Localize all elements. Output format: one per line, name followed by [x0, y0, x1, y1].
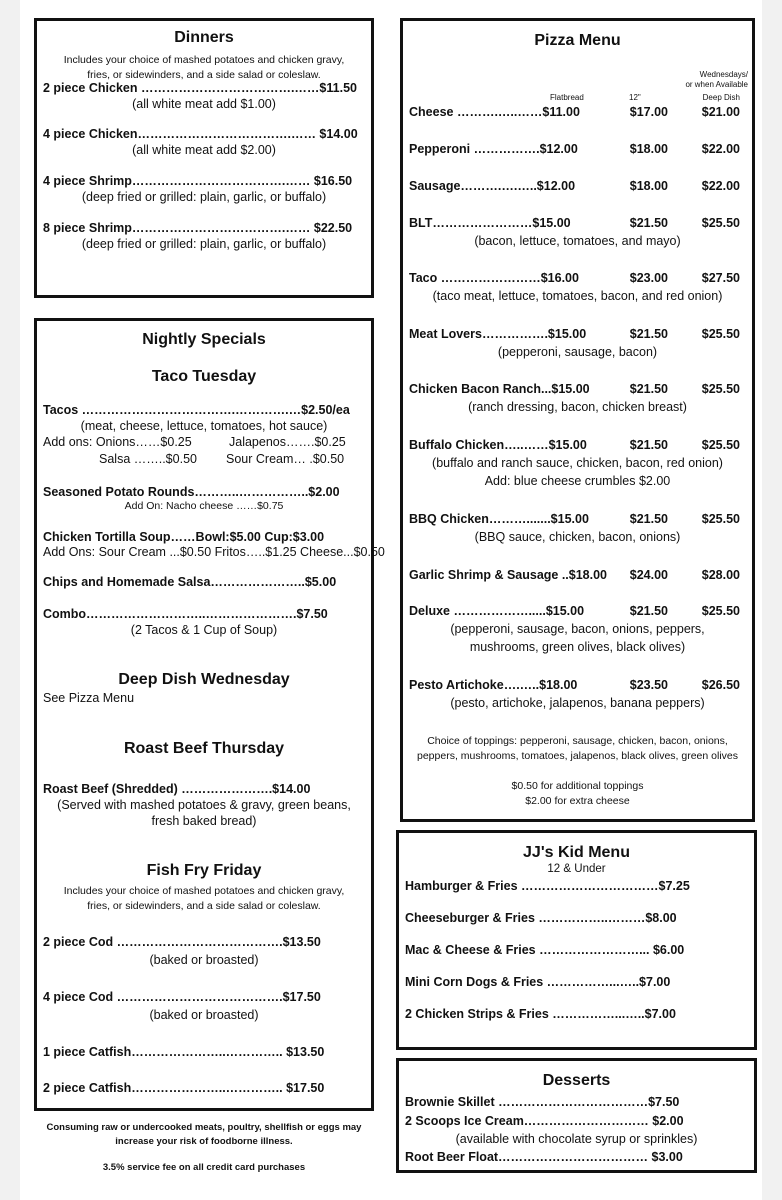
pizza-item-price-12: $23.50 — [629, 678, 668, 692]
pizza-item-name: BBQ Chicken……….......$15.00 — [409, 512, 589, 526]
dinners-box — [34, 18, 374, 298]
pizza-item-desc: (pepperoni, sausage, bacon) — [497, 345, 658, 359]
pizza-item-name: BLT……………………$15.00 — [409, 216, 571, 230]
pizza-item-price-deep: $28.00 — [701, 568, 740, 582]
header-flatbread: Flatbread — [550, 93, 584, 102]
pizza-item-price-deep: $25.50 — [701, 438, 740, 452]
pizza-item-price-deep: $25.50 — [701, 327, 740, 341]
kid-menu-title: JJ's Kid Menu — [523, 844, 630, 861]
fish-item-1: 2 piece Cod ………………………………….$13.50 — [43, 935, 321, 949]
desserts-title: Desserts — [542, 1072, 611, 1089]
fish-item-3: 1 piece Catfish…………………..………….. $13.50 — [43, 1045, 325, 1059]
tortilla-soup-addons: Add Ons: Sour Cream ...$0.50 Fritos…..$1.25 Cheese...$0.50 — [43, 545, 385, 559]
chips-salsa-item: Chips and Homemade Salsa…………………..$5.00 — [43, 575, 337, 589]
addons-onions: Add ons: Onions……$0.25 — [43, 435, 192, 449]
pizza-item-desc: (bacon, lettuce, tomatoes, and mayo) — [474, 234, 681, 248]
pizza-item-price-12: $21.50 — [629, 327, 668, 341]
pizza-item-price-deep: $25.50 — [701, 216, 740, 230]
pizza-item-price-deep: $25.50 — [701, 512, 740, 526]
fish-item-2: 4 piece Cod ………………………………….$17.50 — [43, 990, 321, 1004]
dinner-item-2: 4 piece Chicken……………………………….…… $14.00 — [43, 127, 358, 141]
kid-item-1: Hamburger & Fries ……………………………$7.25 — [405, 879, 690, 893]
roast-beef-desc-2: fresh baked bread) — [151, 814, 257, 828]
pizza-item-name: Deluxe ……………….....$15.00 — [409, 604, 585, 618]
dinners-note: Includes your choice of mashed potatoes and chicken gravy, fries, or sidewinders, and a side salad or coleslaw. — [63, 54, 345, 81]
pizza-item-name: Sausage……….….…..$12.00 — [409, 179, 576, 193]
dinner-item-3: 4 piece Shrimp……………………………….…… $16.50 — [43, 174, 353, 188]
fish-desc-2: (baked or broasted) — [149, 1008, 259, 1022]
roast-beef-desc-1: (Served with mashed potatoes & gravy, green beans, — [57, 798, 351, 812]
header-wednesdays: Wednesdays/ — [699, 70, 748, 79]
header-when-available: or when Available — [685, 80, 748, 89]
pizza-item-name: Pepperoni …………….$12.00 — [409, 142, 578, 156]
kid-item-5: 2 Chicken Strips & Fries ……………...…..$7.00 — [405, 1007, 676, 1021]
food-safety-warning: Consuming raw or undercooked meats, poultry, shellfish or eggs may increase your risk of foodborne illness. — [46, 1122, 362, 1147]
menu-page — [20, 0, 762, 1200]
pizza-item-price-12: $21.50 — [629, 382, 668, 396]
pizza-item-price-12: $23.00 — [629, 271, 668, 285]
pizza-item-desc: (buffalo and ranch sauce, chicken, bacon, red onion) — [432, 456, 723, 470]
pizza-item-price-12: $18.00 — [629, 179, 668, 193]
pizza-item-name: Buffalo Chicken…..……$15.00 — [409, 438, 587, 452]
toppings-note: Choice of toppings: pepperoni, sausage, chicken, bacon, onions, peppers, mushrooms, tomatoes, jalapenos, black olives, green olives — [417, 735, 738, 762]
pizza-item-name: Chicken Bacon Ranch...$15.00 — [409, 382, 590, 396]
fish-desc-1: (baked or broasted) — [149, 953, 259, 967]
kid-item-2: Cheeseburger & Fries ……………..………$8.00 — [405, 911, 677, 925]
fish-fry-note: Includes your choice of mashed potatoes and chicken gravy, fries, or sidewinders, and a side salad or coleslaw. — [63, 885, 345, 912]
service-fee-note: 3.5% service fee on all credit card purchases — [102, 1162, 306, 1173]
roast-beef-title: Roast Beef Thursday — [123, 740, 285, 757]
potato-rounds-addon: Add On: Nacho cheese ……$0.75 — [124, 500, 284, 512]
ice-cream-desc: (available with chocolate syrup or sprinkles) — [455, 1132, 698, 1146]
dinner-desc-1: (all white meat add $1.00) — [132, 97, 276, 111]
addons-jalapenos: Jalapenos…….$0.25 — [229, 435, 346, 449]
dinners-title: Dinners — [174, 29, 234, 46]
pizza-menu-box — [400, 18, 755, 822]
pizza-item-price-12: $21.50 — [629, 604, 668, 618]
ice-cream-item: 2 Scoops Ice Cream………………………… $2.00 — [405, 1114, 684, 1128]
pizza-item-price-deep: $27.50 — [701, 271, 740, 285]
pizza-item-desc: (ranch dressing, bacon, chicken breast) — [468, 400, 687, 414]
pizza-item-name: Cheese ……….…..……$11.00 — [409, 105, 580, 119]
pizza-item-price-12: $21.50 — [629, 512, 668, 526]
desserts-box — [396, 1058, 757, 1173]
pizza-item-price-deep: $22.00 — [701, 142, 740, 156]
roast-beef-item: Roast Beef (Shredded) ………………….$14.00 — [43, 782, 311, 796]
potato-rounds-item: Seasoned Potato Rounds………..……………..$2.00 — [43, 485, 340, 499]
dinner-desc-3: (deep fried or grilled: plain, garlic, or buffalo) — [81, 190, 327, 204]
addons-salsa: Salsa ……..$0.50 — [99, 452, 197, 466]
specials-title: Nightly Specials — [142, 331, 266, 348]
combo-desc: (2 Tacos & 1 Cup of Soup) — [130, 623, 278, 637]
taco-tuesday-title: Taco Tuesday — [151, 368, 257, 385]
pizza-title: Pizza Menu — [534, 32, 621, 49]
dinner-item-1: 2 piece Chicken ……………………………….……$11.50 — [43, 81, 357, 95]
pizza-item-desc-2: Add: blue cheese crumbles $2.00 — [484, 474, 671, 488]
fish-item-4: 2 piece Catfish…………………..………….. $17.50 — [43, 1081, 325, 1095]
pizza-item-name: Taco ……………………$16.00 — [409, 271, 579, 285]
pizza-item-price-deep: $26.50 — [701, 678, 740, 692]
pizza-item-price-12: $17.00 — [629, 105, 668, 119]
dinner-desc-4: (deep fried or grilled: plain, garlic, or buffalo) — [81, 237, 327, 251]
tortilla-soup-item: Chicken Tortilla Soup……Bowl:$5.00 Cup:$3.00 — [43, 530, 325, 544]
pizza-item-name: Garlic Shrimp & Sausage ..$18.00 — [409, 568, 608, 582]
pizza-item-price-deep: $25.50 — [701, 604, 740, 618]
pizza-item-desc: (pesto, artichoke, jalapenos, banana peppers) — [450, 696, 705, 710]
dinner-desc-2: (all white meat add $2.00) — [132, 143, 276, 157]
kid-item-3: Mac & Cheese & Fries ……………………... $6.00 — [405, 943, 685, 957]
dinner-item-4: 8 piece Shrimp……………………………….…… $22.50 — [43, 221, 353, 235]
deep-dish-note: See Pizza Menu — [43, 691, 135, 705]
tacos-desc: (meat, cheese, lettuce, tomatoes, hot sauce) — [80, 419, 328, 433]
fish-fry-title: Fish Fry Friday — [146, 862, 262, 879]
pizza-item-price-12: $21.50 — [629, 438, 668, 452]
pizza-item-price-12: $24.00 — [629, 568, 668, 582]
pizza-item-price-deep: $22.00 — [701, 179, 740, 193]
pizza-item-desc-2: mushrooms, green olives, black olives) — [469, 640, 686, 654]
deep-dish-title: Deep Dish Wednesday — [118, 671, 290, 688]
nightly-specials-box — [34, 318, 385, 1111]
pizza-item-price-12: $18.00 — [629, 142, 668, 156]
combo-item: Combo………………………..………………….$7.50 — [43, 607, 328, 621]
pizza-item-price-deep: $25.50 — [701, 382, 740, 396]
kid-item-4: Mini Corn Dogs & Fries ……………...…..$7.00 — [405, 975, 671, 989]
pizza-item-price-12: $21.50 — [629, 216, 668, 230]
pizza-item-desc: (taco meat, lettuce, tomatoes, bacon, and red onion) — [432, 289, 723, 303]
brownie-skillet-item: Brownie Skillet ………………………………$7.50 — [405, 1095, 680, 1109]
root-beer-float-item: Root Beer Float……………………………… $3.00 — [405, 1150, 683, 1164]
pizza-item-price-deep: $21.00 — [701, 105, 740, 119]
pizza-item-name: Pesto Artichoke….…..$18.00 — [409, 678, 578, 692]
header-deep-dish: Deep Dish — [702, 93, 740, 102]
pizza-item-desc: (pepperoni, sausage, bacon, onions, peppers, — [450, 622, 705, 636]
tacos-item: Tacos ……………………………….………….…$2.50/ea — [43, 403, 350, 417]
kid-menu-subtitle: 12 & Under — [547, 863, 606, 875]
extra-cheese-note: $2.00 for extra cheese — [525, 795, 630, 807]
kid-menu-box — [396, 830, 757, 1050]
pizza-item-desc: (BBQ sauce, chicken, bacon, onions) — [474, 530, 681, 544]
pizza-item-name: Meat Lovers…………….$15.00 — [409, 327, 587, 341]
addons-sour-cream: Sour Cream… .$0.50 — [226, 452, 345, 466]
header-12-inch: 12" — [629, 93, 641, 102]
additional-toppings-note: $0.50 for additional toppings — [511, 780, 644, 792]
